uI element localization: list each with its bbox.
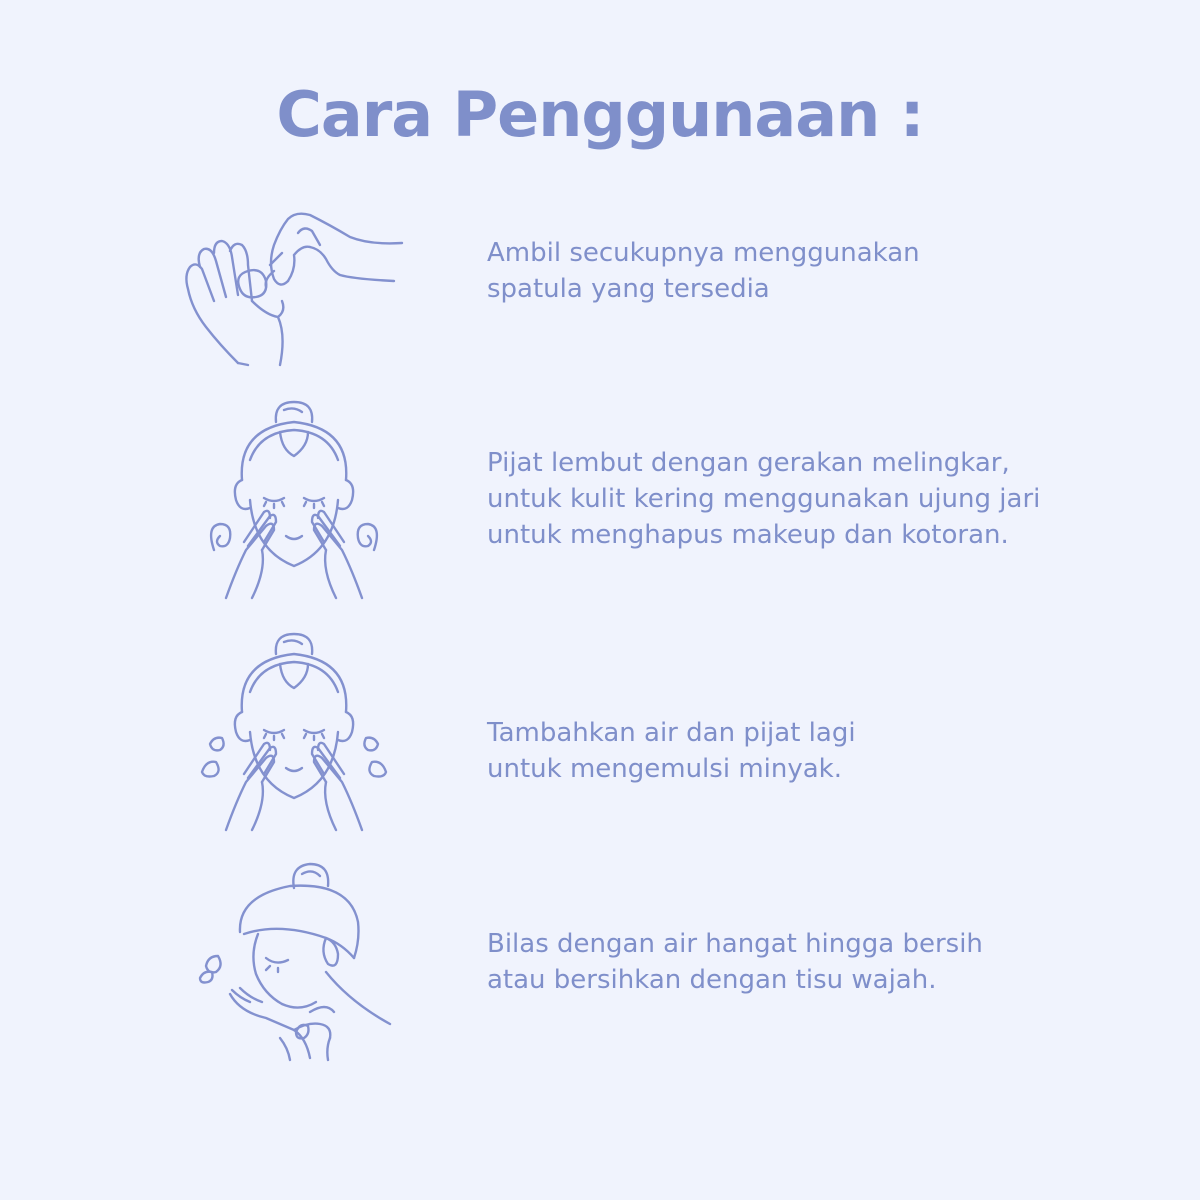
face-massage-icon [170, 400, 410, 600]
face-water-massage-icon [170, 632, 410, 832]
step-4-line-1: Bilas dengan air hangat hingga bersih [487, 929, 983, 959]
step-2-line-2: untuk kulit kering menggunakan ujung jari [487, 484, 1041, 514]
step-1-line-1: Ambil secukupnya menggunakan [487, 238, 920, 268]
step-2-line-3: untuk menghapus makeup dan kotoran. [487, 520, 1009, 550]
step-2-text [487, 445, 1127, 553]
hand-spatula-icon [170, 205, 410, 405]
page-title: Cara Penggunaan : [276, 78, 924, 151]
step-1-text [487, 235, 1127, 307]
step-2-line-1: Pijat lembut dengan gerakan melingkar, [487, 448, 1010, 478]
face-rinse-icon [170, 862, 410, 1062]
step-1-line-2: spatula yang tersedia [487, 274, 770, 304]
step-3-line-2: untuk mengemulsi minyak. [487, 754, 842, 784]
step-4-line-2: atau bersihkan dengan tisu wajah. [487, 965, 937, 995]
step-3-line-1: Tambahkan air dan pijat lagi [487, 718, 856, 748]
step-4-text [487, 926, 1127, 998]
step-3-text [487, 715, 1127, 787]
